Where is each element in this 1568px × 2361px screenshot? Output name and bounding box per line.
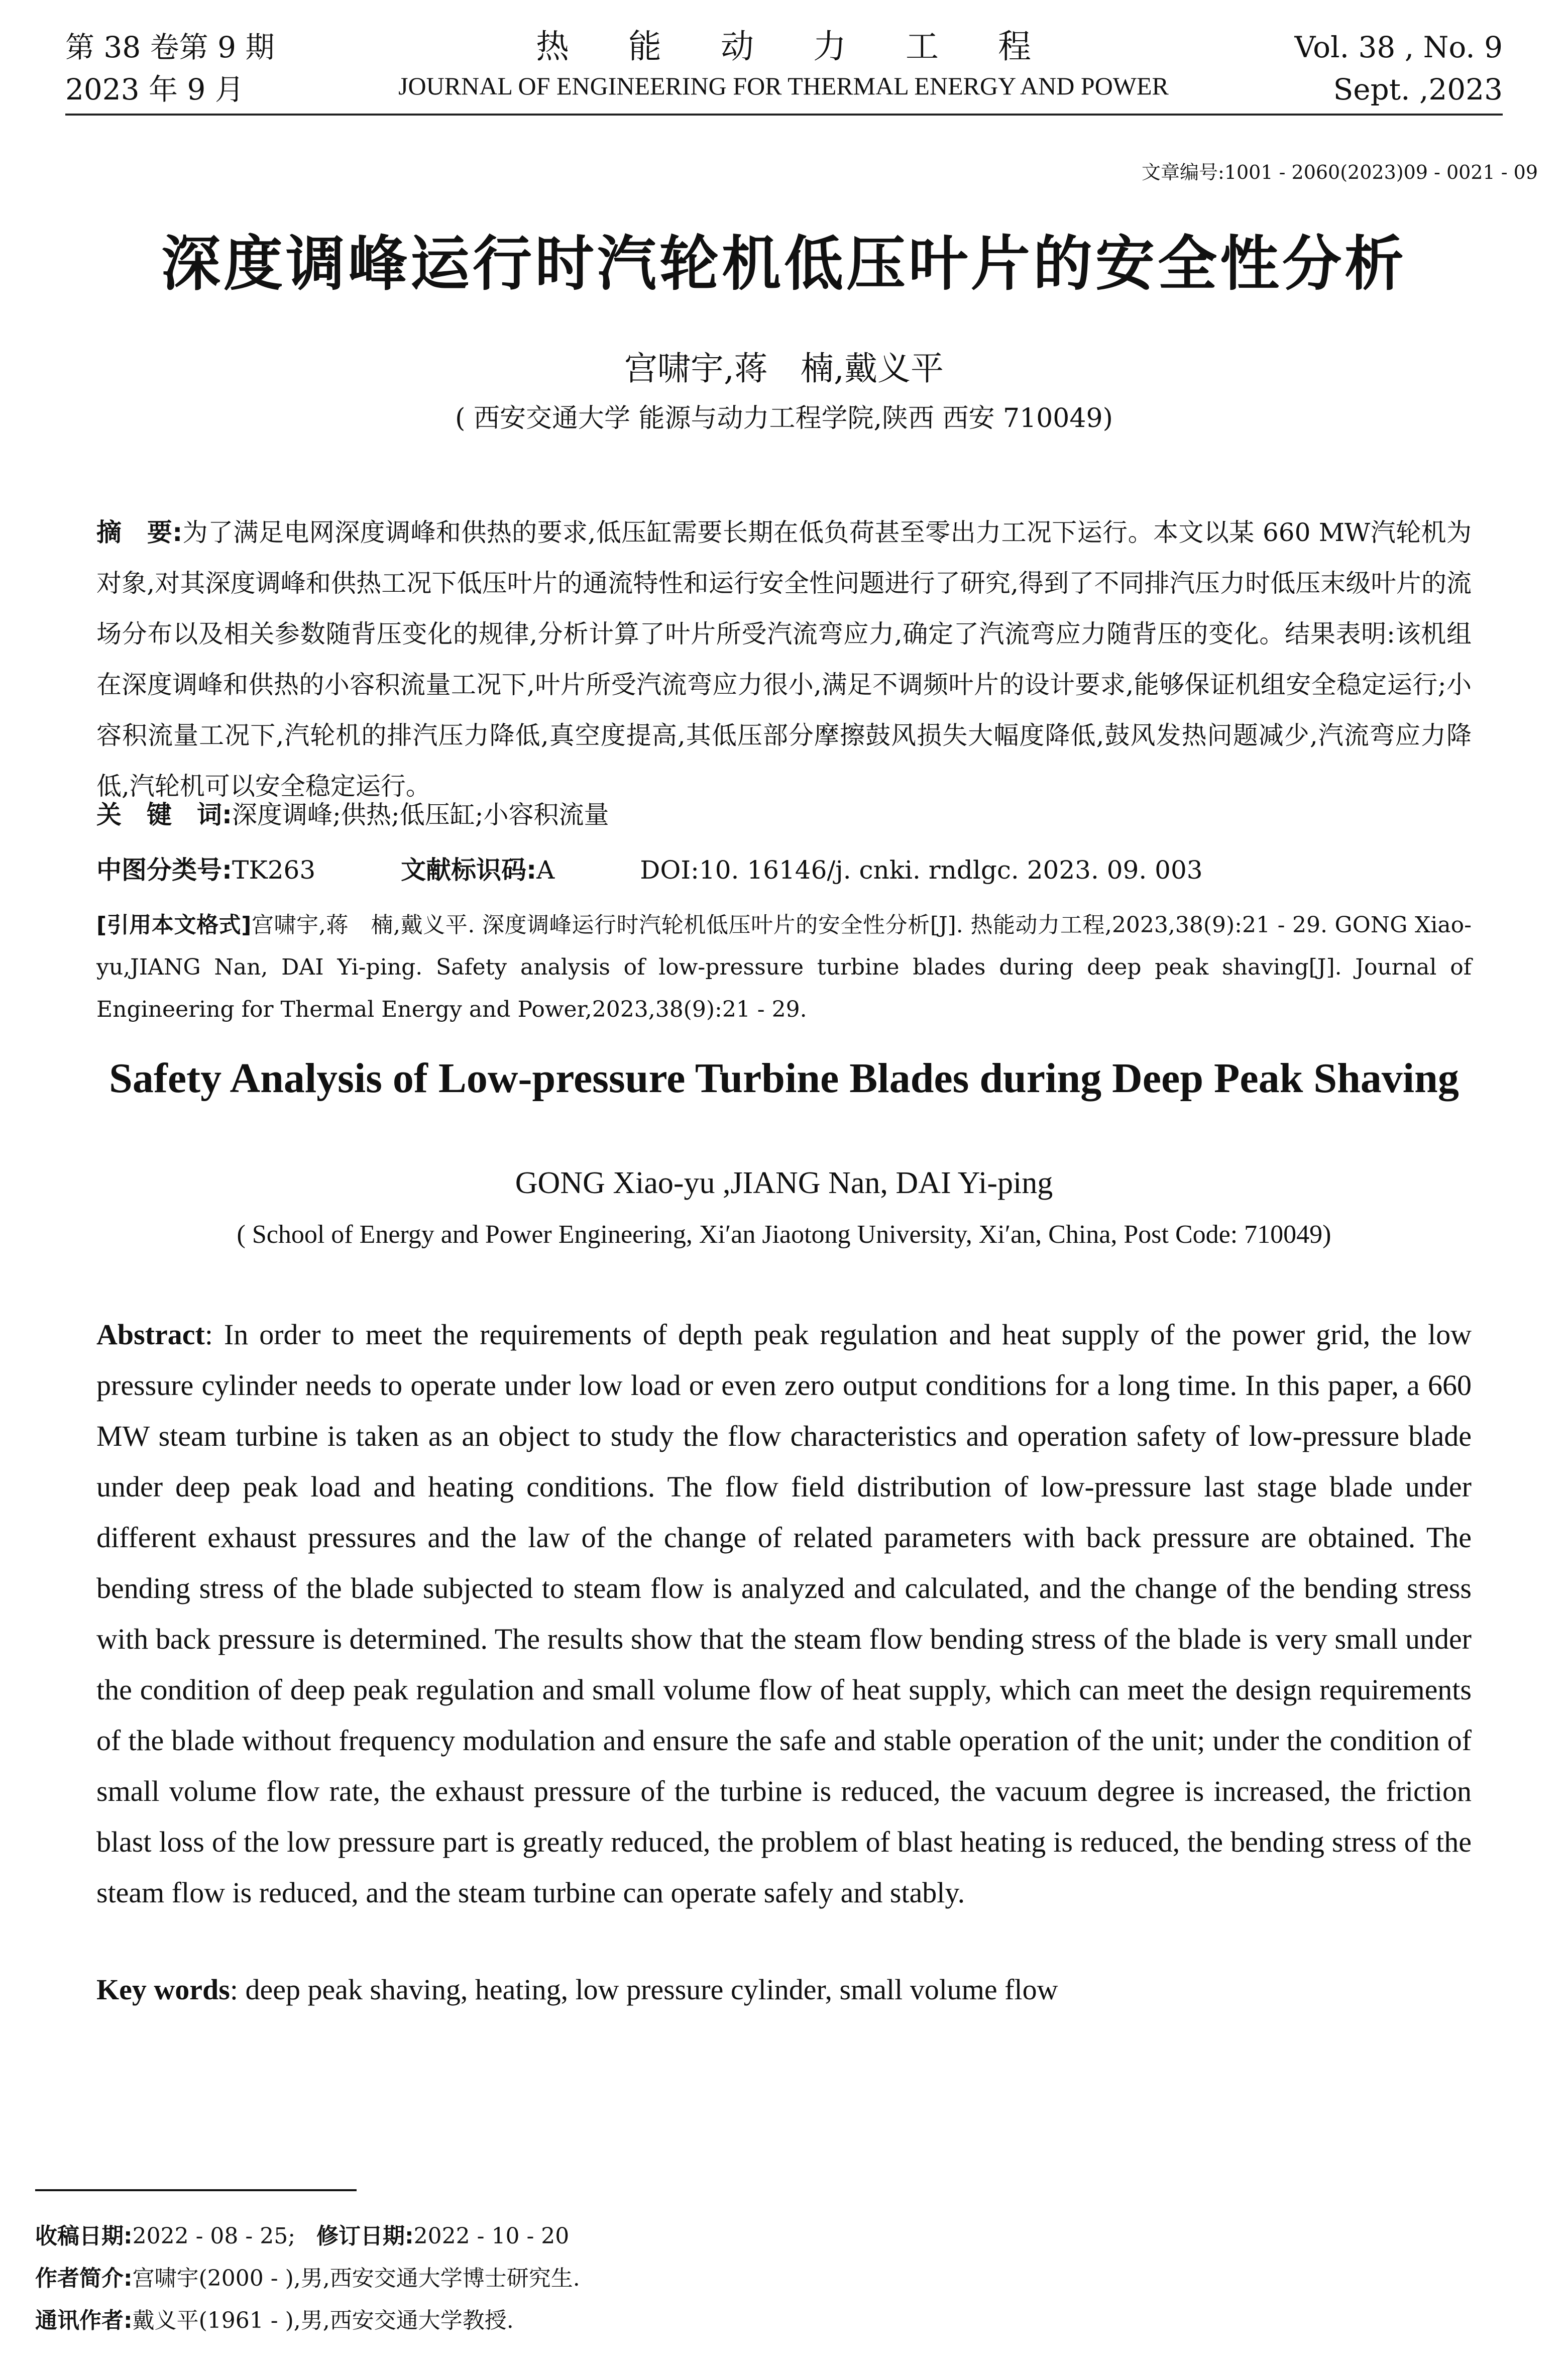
footnote-corresponding xyxy=(35,2300,1492,2342)
keywords-en-text: deep peak shaving, heating, low pressure cylinder, small volume flow xyxy=(245,1973,1058,2006)
issue-en: Vol. 38 , No. 9 xyxy=(1294,30,1503,64)
abstract-en-label: Abstract xyxy=(96,1318,205,1351)
footnote-dates xyxy=(35,2215,1492,2258)
abstract-cn-text: 为了满足电网深度调峰和供热的要求,低压缸需要长期在低负荷甚至零出力工况下运行。本文以某 660 MW汽轮机为对象,对其深度调峰和供热工况下低压叶片的通流特性和运行安全性问题进行了研究,得到了不同排汽压力时低压末级叶片的流场分布以及相关参数随背压变化的规律,分析计算了叶片所受汽流弯应力,确定了汽流弯应力随背压的变化。结果表明:该机组在深度调峰和供热的小容积流量工况下,叶片所受汽流弯应力很小,满足不调频叶片的设计要求,能够保证机组安全稳定运行;小容积流量工况下,汽轮机的排汽压力降低,真空度提高,其低压部分摩擦鼓风损失大幅度降低,鼓风发热问题减少,汽流弯应力降低,汽轮机可以安全稳定运行。 xyxy=(96,518,1472,801)
journal-masthead xyxy=(352,25,1215,103)
authors-cn: 宫啸宇,蒋 楠,戴义平 xyxy=(624,349,944,388)
doi: DOI:10. 16146/j. cnki. rndlgc. 2023. 09. 003 xyxy=(640,855,1203,885)
paper-title-cn: 深度调峰运行时汽轮机低压叶片的安全性分析 xyxy=(161,229,1407,298)
author-bio: 宫啸宇(2000 - ),男,西安交通大学博士研究生. xyxy=(132,2266,580,2291)
abstract-en xyxy=(96,1309,1472,1918)
header-issue-cn xyxy=(65,26,274,111)
paper-title-en: Safety Analysis of Low-pressure Turbine Blades during Deep Peak Shaving xyxy=(109,1055,1459,1102)
corresponding-label: 通讯作者: xyxy=(35,2308,133,2333)
citation-label: [引用本文格式] xyxy=(96,912,252,938)
date-en: Sept. ,2023 xyxy=(1333,72,1503,106)
abstract-en-sep: : xyxy=(204,1318,224,1351)
revised-label: 修订日期: xyxy=(316,2223,414,2249)
citation-text: 宫啸宇,蒋 楠,戴义平. 深度调峰运行时汽轮机低压叶片的安全性分析[J]. 热能动力工程,2023,38(9):21 - 29. GONG Xiao-yu,JIANG Nan, DAI Yi-ping. Safety analysis of low-pressure turbine blades during deep peak shaving[J]. Journal of Engineering for Thermal Energy and Power,2023,38(9):21 - 29. xyxy=(96,912,1472,1022)
abstract-cn-label: 摘 要: xyxy=(96,518,183,547)
received-label: 收稿日期: xyxy=(35,2223,133,2249)
keywords-en-sep: : xyxy=(230,1973,246,2006)
classification-line xyxy=(96,850,1203,890)
footnotes xyxy=(35,2215,1492,2342)
keywords-cn-label: 关 键 词: xyxy=(96,800,232,829)
footnote-divider xyxy=(35,2189,357,2191)
doc-code-label: 文献标识码: xyxy=(401,855,537,885)
authors-en: GONG Xiao-yu ,JIANG Nan, DAI Yi-ping xyxy=(515,1166,1053,1200)
corresponding-author: 戴义平(1961 - ),男,西安交通大学教授. xyxy=(132,2308,514,2333)
journal-name-cn: 热能动力工程 xyxy=(536,27,1090,66)
affiliation-en: ( School of Energy and Power Engineering, Xi′an Jiaotong University, Xi′an, China, Post Code: 710049) xyxy=(237,1220,1331,1249)
header-divider xyxy=(65,114,1503,116)
affiliation-cn: ( 西安交通大学 能源与动力工程学院,陕西 西安 710049) xyxy=(455,403,1113,434)
citation-block xyxy=(96,904,1472,1031)
clc-label: 中图分类号: xyxy=(96,855,232,885)
revised-date: 2022 - 10 - 20 xyxy=(413,2223,570,2249)
keywords-cn xyxy=(96,790,1472,840)
footnote-author xyxy=(35,2258,1492,2300)
author-bio-label: 作者简介: xyxy=(35,2266,133,2291)
received-date: 2022 - 08 - 25; xyxy=(132,2223,296,2249)
journal-name-en: JOURNAL OF ENGINEERING FOR THERMAL ENERGY AND POWER xyxy=(398,72,1169,100)
date-cn: 2023 年 9 月 xyxy=(65,72,244,106)
article-number: 文章编号:1001 - 2060(2023)09 - 0021 - 09 xyxy=(1142,161,1538,183)
keywords-cn-text: 深度调峰;供热;低压缸;小容积流量 xyxy=(232,800,609,829)
keywords-en-label: Key words xyxy=(96,1973,230,2006)
doc-code-value: A xyxy=(536,855,555,885)
abstract-en-text: In order to meet the requirements of depth peak regulation and heat supply of the power grid, the low pressure cylinder needs to operate under low load or even zero output conditions for a long time. In this paper, a 660 MW steam turbine is taken as an object to study the flow characteristics and operation safety of low-pressure blade under deep peak load and heating conditions. The flow field distribution of low-pressure last stage blade under different exhaust pressures and the law of the change of related parameters with back pressure are obtained. The bending stress of the blade subjected to steam flow is analyzed and calculated, and the change of the bending stress with back pressure is determined. The results show that the steam flow bending stress of the blade is very small under the condition of deep peak regulation and small volume flow of heat supply, which can meet the design requirements of the blade without frequency modulation and ensure the safe and stable operation of the unit; under the condition of small volume flow rate, the exhaust pressure of the turbine is reduced, the vacuum degree is increased, the friction blast loss of the low pressure part is greatly reduced, the problem of blast heating is reduced, the bending stress of the steam flow is reduced, and the steam turbine can operate safely and stably. xyxy=(96,1318,1472,1909)
header-issue-en xyxy=(1295,26,1503,111)
clc-value: TK263 xyxy=(232,855,316,885)
issue-cn: 第 38 卷第 9 期 xyxy=(65,30,275,64)
keywords-en xyxy=(96,1964,1472,2015)
abstract-cn xyxy=(96,507,1472,812)
